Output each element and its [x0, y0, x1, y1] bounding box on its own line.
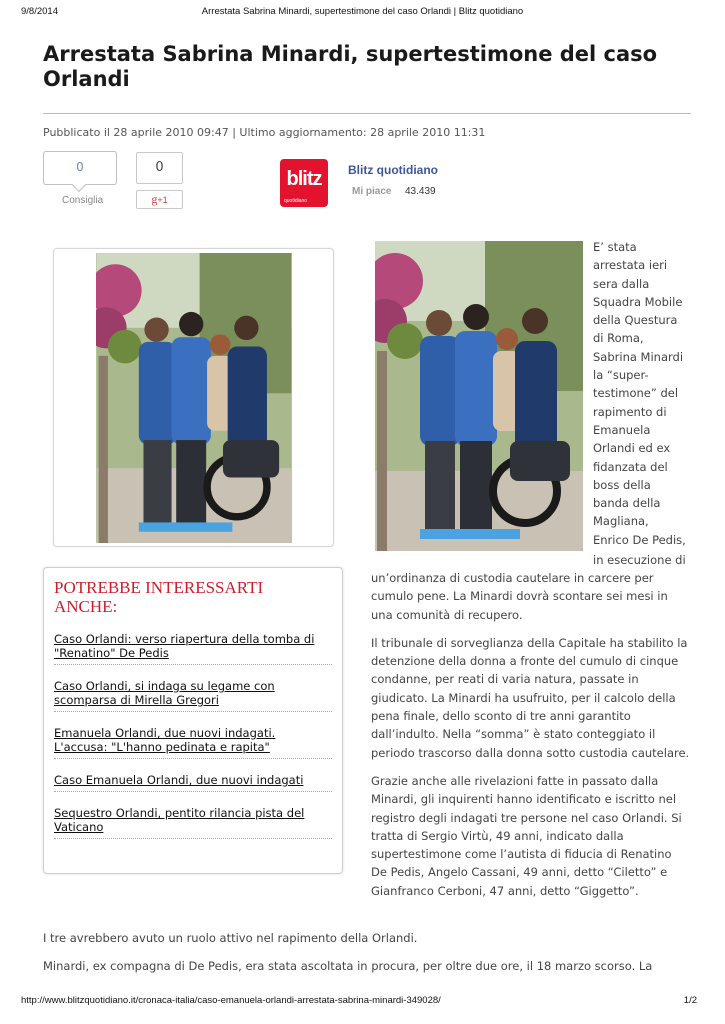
related-articles-box: [43, 567, 343, 874]
recommend-button[interactable]: Consiglia: [62, 195, 104, 206]
intro-line: arrestata ieri: [593, 258, 668, 273]
intro-line: Enrico De Pedis,: [593, 532, 686, 547]
intro-line: sera dalla: [593, 276, 650, 291]
article-intro-wrapped: [593, 238, 693, 549]
related-item: [54, 632, 332, 665]
body-paragraph: Minardi, ex compagna di De Pedis, era stata ascoltata in procura, per oltre due ore, il 18 marzo scorso. La: [43, 959, 653, 973]
page-number: 1/2: [683, 995, 697, 1006]
article-body-column: [371, 551, 691, 910]
facebook-like-count: 43.439: [405, 186, 436, 197]
intro-line: in esecuzione di: [593, 553, 686, 567]
gplus-icon: g: [151, 192, 158, 206]
body-paragraph: un’ordinanza di custodia cautelare in carcere per cumulo pene. La Minardi dovrà scontare sei mesi in una comunità di recupero.: [371, 571, 668, 622]
article-photo-small[interactable]: [96, 253, 292, 543]
intro-line: banda della: [593, 496, 661, 511]
print-date: 9/8/2014: [21, 6, 58, 17]
facebook-like-button[interactable]: Mi piace: [352, 186, 392, 197]
gplus-count: 0: [136, 152, 183, 184]
intro-line: della Questura: [593, 313, 678, 328]
intro-line: rapimento di: [593, 404, 667, 419]
print-page-title: Arrestata Sabrina Minardi, supertestimone del caso Orlandi | Blitz quotidiano: [201, 6, 524, 17]
intro-line: E’ stata: [593, 240, 637, 254]
body-paragraph: I tre avrebbero avuto un ruolo attivo nel rapimento della Orlandi.: [43, 931, 418, 945]
body-paragraph: Il tribunale di sorveglianza della Capitale ha stabilito la detenzione della donna a fronte del cumulo di cinque condanne, per reati di varia natura, passate in giudicato. La Minardi ha usufruito, per il calcolo della pena finale, dello sconto di tre anni garantito dall’indulto. Nella “somma” è stato conteggiato il periodo trascorso dalla donna sotto custodia cautelare.: [371, 635, 690, 760]
intro-line: testimone” del: [593, 386, 679, 401]
related-item: [54, 679, 332, 712]
photo-card: [53, 248, 334, 547]
intro-line: la “super-: [593, 368, 649, 383]
blitz-logo-text: blitz: [286, 168, 322, 190]
related-link[interactable]: Emanuela Orlandi, due nuovi indagati. L'accusa: "L'hanno pedinata e rapita": [54, 726, 276, 754]
facebook-share-count[interactable]: 0: [43, 151, 117, 185]
photo-scene: [375, 241, 583, 551]
related-link[interactable]: Caso Orlandi, si indaga su legame con scomparsa di Mirella Gregori: [54, 679, 275, 707]
related-link[interactable]: Caso Emanuela Orlandi, due nuovi indagati: [54, 773, 304, 787]
gplus-plus-label: +1: [157, 195, 168, 205]
intro-line: Magliana,: [593, 514, 649, 529]
related-link[interactable]: Sequestro Orlandi, pentito rilancia pista del Vaticano: [54, 806, 305, 834]
gplus-button[interactable]: [136, 190, 183, 209]
headline-divider: [43, 113, 691, 114]
publication-info: Pubblicato il 28 aprile 2010 09:47 | Ultimo aggiornamento: 28 aprile 2010 11:31: [43, 126, 486, 139]
related-item: [54, 806, 332, 839]
intro-line: di Roma,: [593, 331, 644, 346]
related-item: [54, 773, 332, 792]
blitz-logo[interactable]: [280, 159, 328, 207]
related-item: [54, 726, 332, 759]
intro-line: Sabrina Minardi: [593, 349, 684, 364]
intro-line: Squadra Mobile: [593, 294, 683, 309]
related-link[interactable]: Caso Orlandi: verso riapertura della tomba di "Renatino" De Pedis: [54, 632, 315, 660]
article-headline: Arrestata Sabrina Minardi, supertestimone del caso Orlandi: [43, 42, 658, 91]
blitz-logo-subtext: quotidiano: [284, 198, 308, 204]
intro-line: fidanzata del: [593, 459, 668, 474]
related-list: [54, 632, 332, 853]
print-url: http://www.blitzquotidiano.it/cronaca-italia/caso-emanuela-orlandi-arrestata-sabrina-minardi-349028/: [21, 995, 441, 1006]
intro-line: boss della: [593, 477, 651, 492]
facebook-page-name[interactable]: Blitz quotidiano: [348, 163, 438, 177]
body-paragraph: Grazie anche alle rivelazioni fatte in passato dalla Minardi, gli inquirenti hanno identificato e iscritto nel registro degli indagati tre persone nel caso Orlandi. Si tratta di Sergio Virtù, 49 anni, indicato dalla supertestimone come l’autista di fiducia di Renatino De Pedis, Angelo Cassani, 49 anni, detto “Ciletto” e Gianfranco Cerboni, 47 anni, detto “Giggetto”.: [371, 773, 682, 898]
intro-line: Orlandi ed ex: [593, 441, 671, 456]
photo-scene: [96, 253, 292, 543]
print-header: [0, 6, 725, 20]
article-photo-main[interactable]: [375, 241, 583, 551]
intro-line: Emanuela: [593, 422, 651, 437]
related-title: POTREBBE INTERESSARTI ANCHE:: [54, 578, 264, 616]
